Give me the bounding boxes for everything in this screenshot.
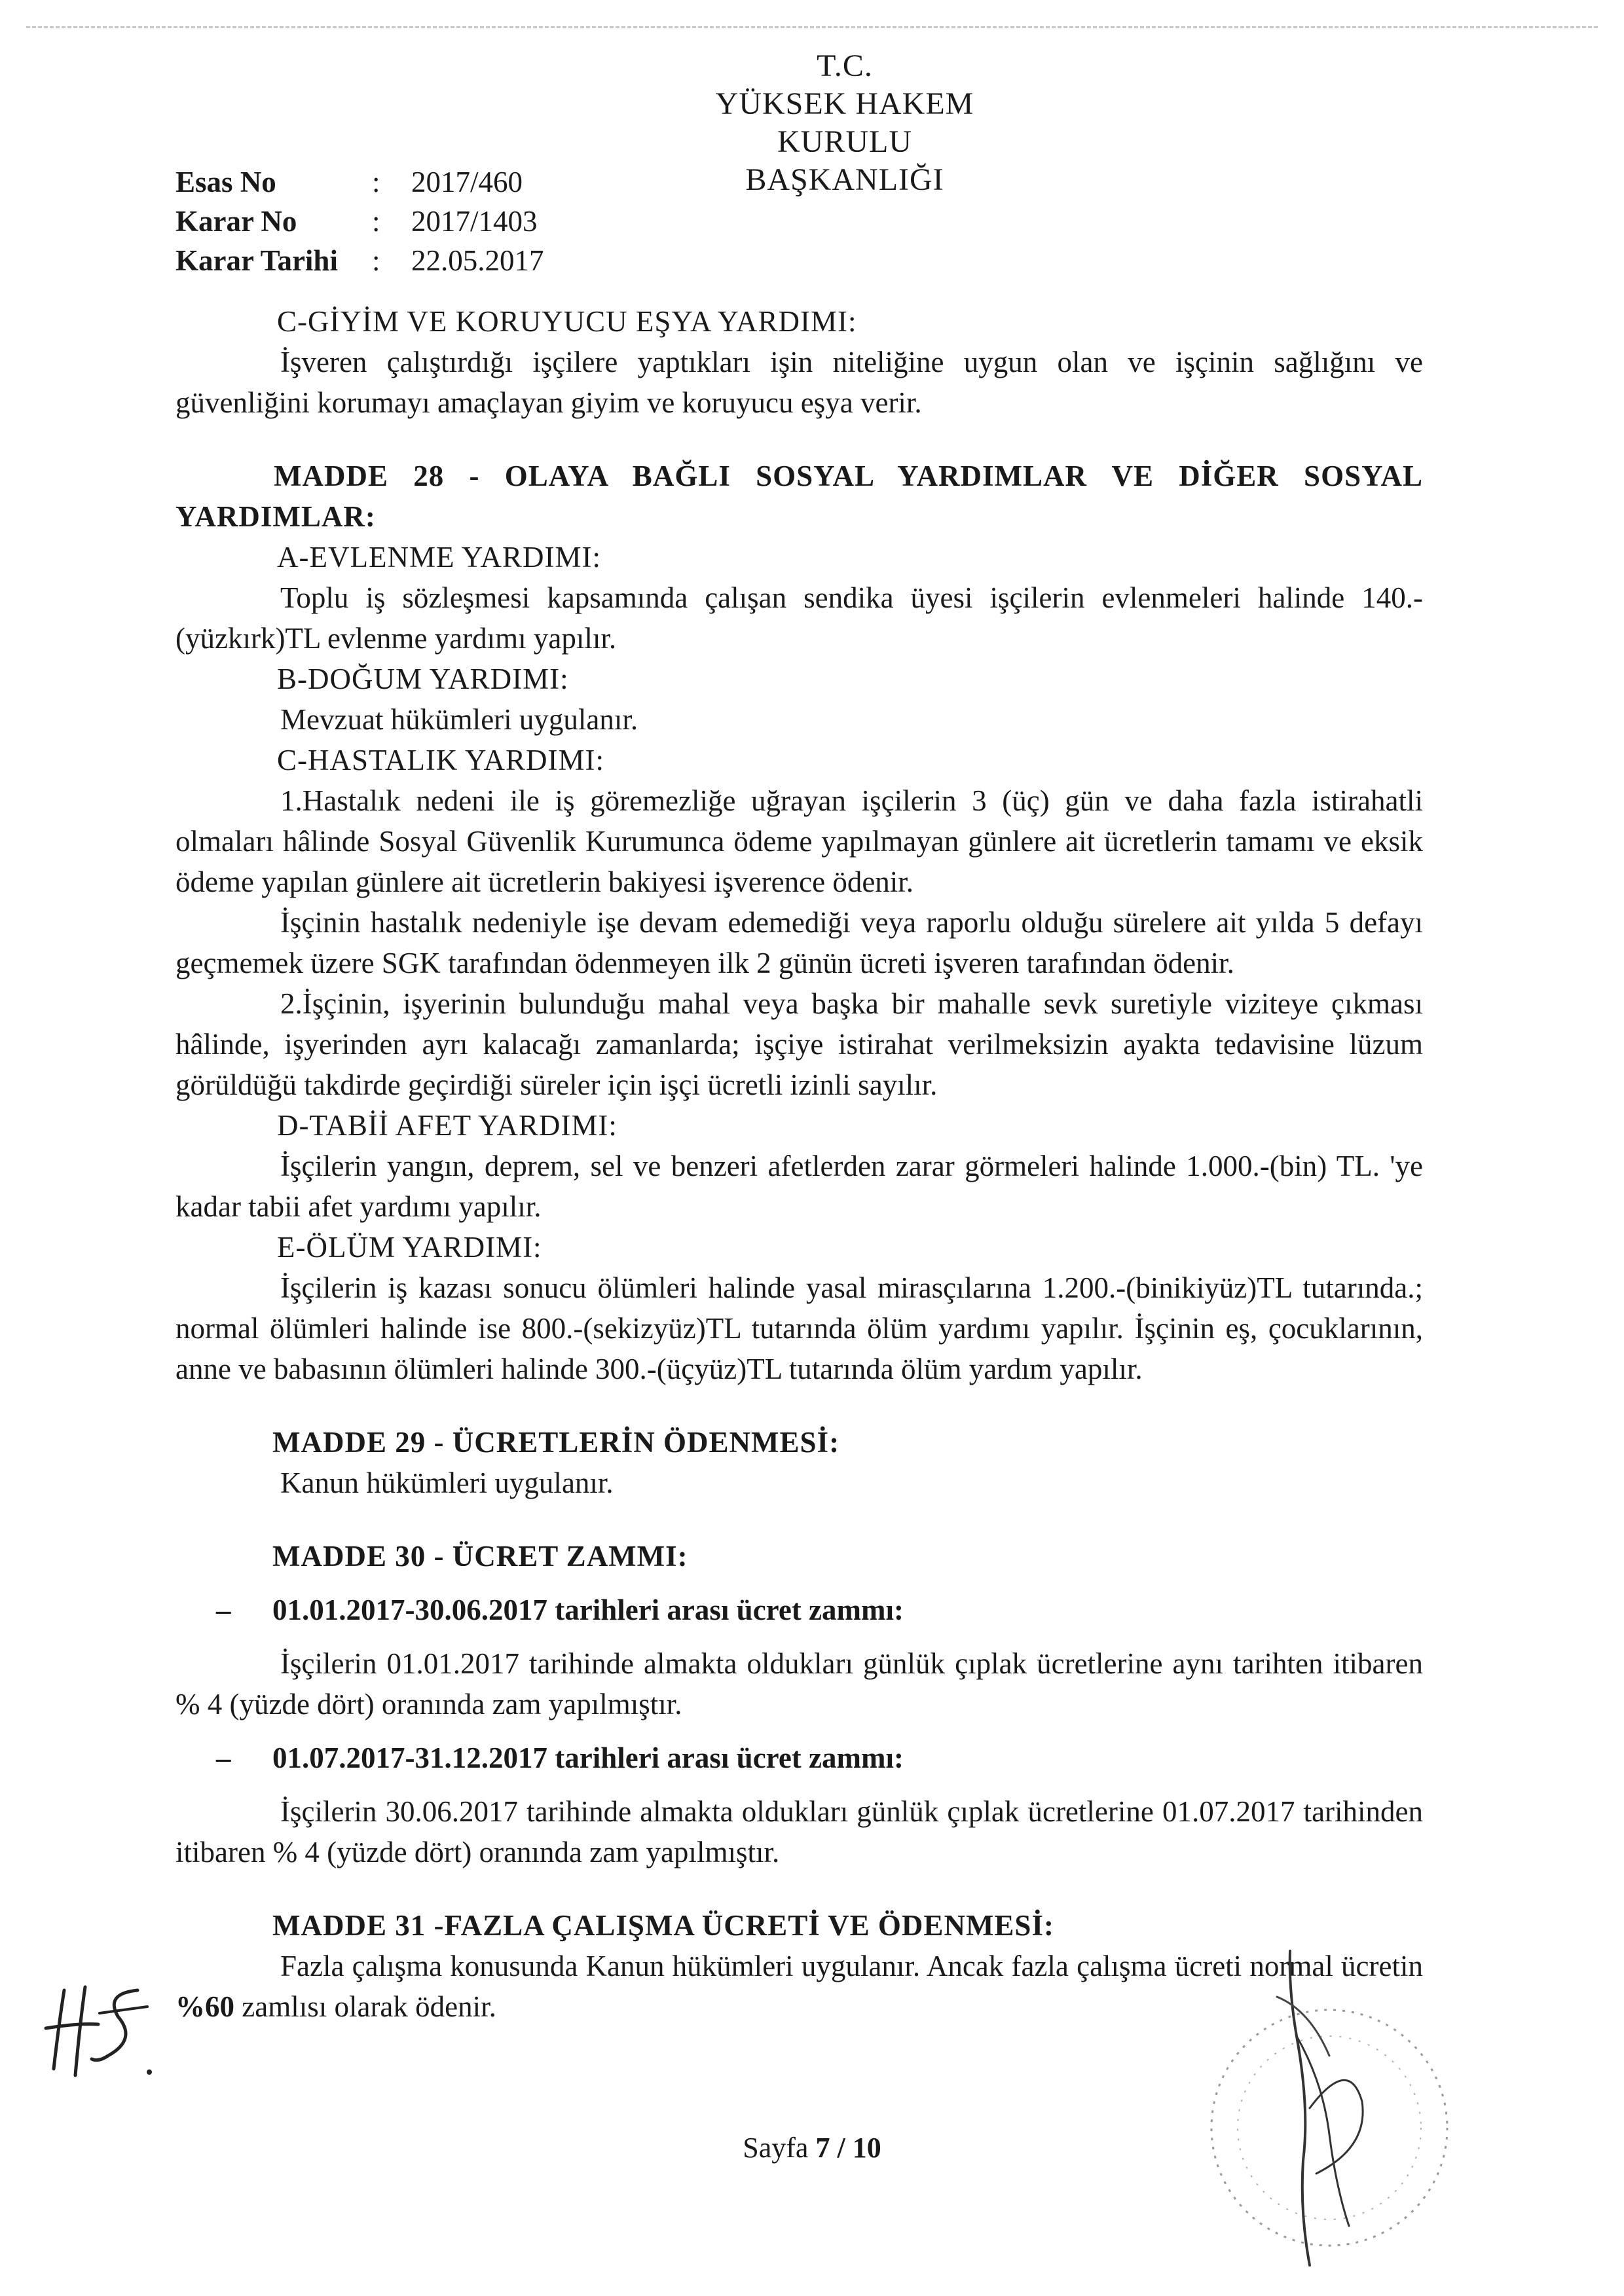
text-span: Fazla çalışma konusunda Kanun hükümleri uygulanır. Ancak fazla çalışma ücreti normal ücretin xyxy=(280,1950,1423,1982)
section-heading: A-EVLENME YARDIMI: xyxy=(277,541,602,574)
paragraph: İşçilerin 30.06.2017 tarihinde almakta oldukları günlük çıplak ücretlerine 01.07.2017 tarihinden itibaren % 4 (yüzde dört) oranında zam yapılmıştır. xyxy=(175,1795,1423,1868)
percent-value: %60 xyxy=(175,1990,234,2023)
institution-header xyxy=(707,47,982,199)
article-heading-29: MADDE 29 - ÜCRETLERİN ÖDENMESİ: xyxy=(272,1426,840,1459)
header-line-3: BAŞKANLIĞI xyxy=(745,162,944,197)
handwritten-initials-icon xyxy=(39,1977,157,2082)
section-heading: B-DOĞUM YARDIMI: xyxy=(277,663,569,695)
meta-value: 2017/1403 xyxy=(411,205,538,238)
bullet-title: 01.01.2017-30.06.2017 tarihleri arası ücret zammı: xyxy=(272,1594,904,1626)
header-line-2: YÜKSEK HAKEM KURULU xyxy=(715,86,974,159)
paragraph: 2.İşçinin, işyerinin bulunduğu mahal veya başka bir mahalle sevk suretiyle viziteye çıkması hâlinde, işyerinden ayrı kalacağı zamanlarda; işçiye istirahat verilmeksizin ayakta tedavisine lüzum görüldüğü takdirde geçirdiği süreler için işçi ücretli izinli sayılır. xyxy=(175,987,1423,1101)
paragraph: İşveren çalıştırdığı işçilere yaptıkları işin niteliğine uygun olan ve işçinin sağlığını ve güvenliğini korumayı amaçlayan giyim ve koruyucu eşya verir. xyxy=(175,346,1423,419)
signature-stamp-icon xyxy=(1113,1938,1480,2278)
meta-sep: : xyxy=(372,244,380,277)
article-heading-28: MADDE 28 - OLAYA BAĞLI SOSYAL YARDIMLAR VE DİĞER SOSYAL YARDIMLAR: xyxy=(175,460,1423,533)
meta-value: 22.05.2017 xyxy=(411,244,544,277)
scan-top-border xyxy=(26,26,1598,28)
meta-label: Esas No xyxy=(175,166,276,198)
document-body xyxy=(175,301,1423,2027)
bullet-item xyxy=(175,1738,1423,1778)
meta-sep: : xyxy=(372,166,380,198)
footer-prefix: Sayfa xyxy=(743,2132,816,2164)
bullet-title: 01.07.2017-31.12.2017 tarihleri arası ücret zammı: xyxy=(272,1741,904,1774)
paragraph: 1.Hastalık nedeni ile iş göremezliğe uğrayan işçilerin 3 (üç) gün ve daha fazla istirahatli olmaları hâlinde Sosyal Güvenlik Kurumunca ödeme yapılmayan günlere ait ücretlerin tamamı ve eksik ödeme yapılan günlere ait ücretlerin bakiyesi işverence ödenir. xyxy=(175,784,1423,898)
article-heading-30: MADDE 30 - ÜCRET ZAMMI: xyxy=(272,1540,688,1573)
bullet-dash: – xyxy=(216,1594,231,1626)
bullet-item xyxy=(175,1590,1423,1630)
meta-label: Karar Tarihi xyxy=(175,244,338,277)
section-heading: D-TABİİ AFET YARDIMI: xyxy=(277,1109,618,1142)
section-heading: E-ÖLÜM YARDIMI: xyxy=(277,1231,542,1264)
meta-row-karar xyxy=(175,202,544,241)
paragraph: İşçilerin iş kazası sonucu ölümleri halinde yasal mirasçılarına 1.200.-(binikiyüz)TL tutarında.; normal ölümleri halinde ise 800.-(sekizyüz)TL tutarında ölüm yardımı yapılır. İşçinin eş, çocuklarının, anne ve babasının ölümleri halinde 300.-(üçyüz)TL tutarında ölüm yardım yapılır. xyxy=(175,1271,1423,1385)
article-heading-31: MADDE 31 -FAZLA ÇALIŞMA ÜCRETİ VE ÖDENMESİ: xyxy=(272,1909,1054,1942)
bullet-dash: – xyxy=(216,1741,231,1774)
paragraph: Mevzuat hükümleri uygulanır. xyxy=(280,703,638,736)
meta-value: 2017/460 xyxy=(411,166,523,198)
page-number: 7 / 10 xyxy=(815,2132,881,2164)
meta-row-tarih xyxy=(175,241,544,280)
meta-sep: : xyxy=(372,205,380,238)
meta-label: Karar No xyxy=(175,205,297,238)
paragraph: İşçilerin 01.01.2017 tarihinde almakta oldukları günlük çıplak ücretlerine aynı tarihten itibaren % 4 (yüzde dört) oranında zam yapılmıştır. xyxy=(175,1647,1423,1721)
paragraph: Toplu iş sözleşmesi kapsamında çalışan sendika üyesi işçilerin evlenmeleri halinde 140.-(yüzkırk)TL evlenme yardımı yapılır. xyxy=(175,581,1423,655)
text-span: zamlısı olarak ödenir. xyxy=(234,1990,496,2023)
case-metadata xyxy=(175,162,544,280)
header-line-1: T.C. xyxy=(817,48,873,83)
paragraph: İşçinin hastalık nedeniyle işe devam edemediği veya raporlu olduğu sürelere ait yılda 5 defayı geçmemek üzere SGK tarafından ödenmeyen ilk 2 günün ücreti işveren tarafından ödenir. xyxy=(175,906,1423,979)
section-heading: C-HASTALIK YARDIMI: xyxy=(277,744,604,776)
paragraph: Kanun hükümleri uygulanır. xyxy=(280,1467,614,1499)
section-heading: C-GİYİM VE KORUYUCU EŞYA YARDIMI: xyxy=(277,305,857,338)
meta-row-esas xyxy=(175,162,544,202)
paragraph: İşçilerin yangın, deprem, sel ve benzeri afetlerden zarar görmeleri halinde 1.000.-(bin) TL. 'ye kadar tabii afet yardımı yapılır. xyxy=(175,1150,1423,1223)
